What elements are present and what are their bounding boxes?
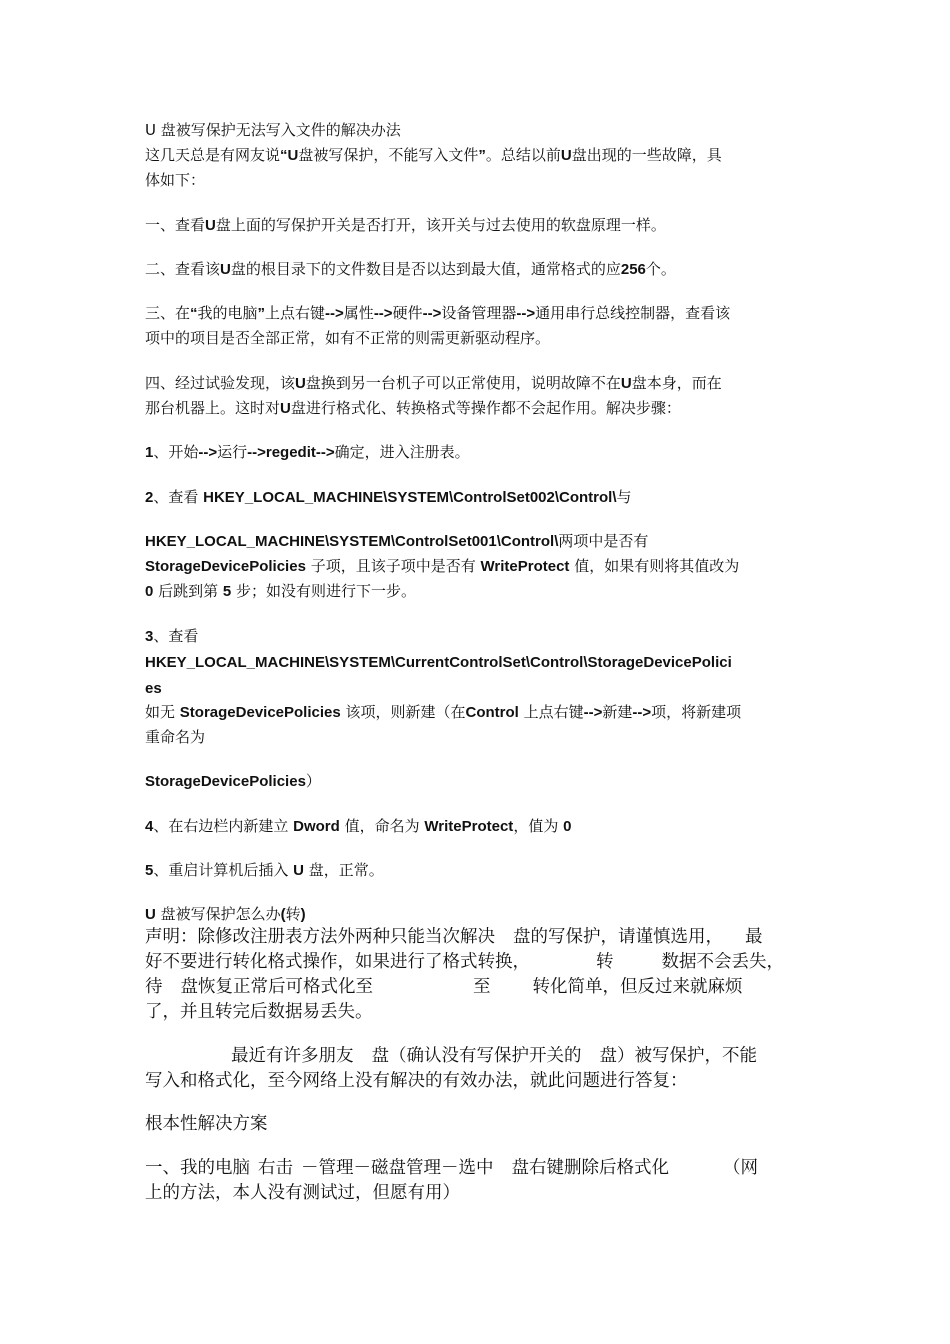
intro-line-2: 体如下： bbox=[145, 171, 206, 189]
step-3-registry-path: HKEY_LOCAL_MACHINE\SYSTEM\CurrentControlSet\Control\StorageDevicePolici bbox=[145, 654, 732, 671]
point-4-line-2: 那台机器上。这时对U盘进行格式化、转换格式等操作都不会起作用。解决步骤： bbox=[145, 399, 681, 417]
sub-title: U 盘被写保护怎么办(转) bbox=[145, 905, 306, 923]
point-3-line-1: 三、在“我的电脑”上点右键-->属性-->硬件-->设备管理器-->通用串行总线控制器，查看该 bbox=[145, 304, 731, 322]
point-1: 一、查看U盘上面的写保护开关是否打开，该开关与过去使用的软盘原理一样。 bbox=[145, 216, 666, 234]
step-1: 1、开始-->运行-->regedit-->确定，进入注册表。 bbox=[145, 443, 470, 461]
declaration-line-2: 好不要进行转化格式操作，如果进行了格式转换， 转 数据不会丢失， bbox=[145, 952, 784, 972]
step-5: 5、重启计算机后插入 U 盘，正常。 bbox=[145, 861, 384, 879]
step-3-line-4: 如无 StorageDevicePolicies 该项，则新建（在Control 上点右键-->新建-->项，将新建项 bbox=[145, 703, 742, 721]
step-4: 4、在右边栏内新建立 Dword 值，命名为 WriteProtect，值为 0 bbox=[145, 817, 572, 835]
step-2-line-3: StorageDevicePolicies 子项，且该子项中是否有 WriteProtect 值，如果有则将其值改为 bbox=[145, 557, 740, 575]
root-solution-heading: 根本性解决方案 bbox=[145, 1114, 268, 1134]
step-2-line-4: 0 后跳到第 5 步；如没有则进行下一步。 bbox=[145, 582, 417, 600]
step-3-line-5: 重命名为 bbox=[145, 728, 206, 746]
step-3-registry-path-end: es bbox=[145, 680, 162, 697]
recent-line-2: 写入和格式化，至今网络上没有解决的有效办法，就此问题进行答复： bbox=[145, 1071, 688, 1091]
step-2-line-1: 2、查看 HKEY_LOCAL_MACHINE\SYSTEM\ControlSet002\Control\与 bbox=[145, 488, 632, 506]
recent-line-1: 最近有许多朋友 盘（确认没有写保护开关的 盘）被写保护，不能 bbox=[231, 1046, 757, 1066]
intro-line-1: 这几天总是有网友说“U盘被写保护，不能写入文件”。总结以前U盘出现的一些故障，具 bbox=[145, 146, 722, 164]
declaration-line-4: 了，并且转完后数据易丢失。 bbox=[145, 1002, 373, 1022]
declaration-line-3: 待 盘恢复正常后可格式化至 至 转化简单，但反过来就麻烦 bbox=[145, 977, 743, 997]
point-3-line-2: 项中的项目是否全部正常，如有不正常的则需更新驱动程序。 bbox=[145, 329, 551, 347]
point-4-line-1: 四、经过试验发现，该U盘换到另一台机子可以正常使用，说明故障不在U盘本身，而在 bbox=[145, 374, 722, 392]
point-2: 二、查看该U盘的根目录下的文件数目是否以达到最大值，通常格式的应256个。 bbox=[145, 260, 676, 278]
method-1-line-1: 一、我的电脑 右击 －管理－磁盘管理－选中 盘右键删除后格式化 （网 bbox=[145, 1158, 758, 1178]
step-2-line-2: HKEY_LOCAL_MACHINE\SYSTEM\ControlSet001\Control\两项中是否有 bbox=[145, 532, 649, 550]
method-1-line-2: 上的方法，本人没有测试过，但愿有用） bbox=[145, 1183, 460, 1203]
declaration-line-1: 声明：除修改注册表方法外两种只能当次解决 盘的写保护，请谨慎选用， 最 bbox=[145, 927, 763, 947]
step-3-line-6: StorageDevicePolicies） bbox=[145, 772, 321, 790]
doc-title: U 盘被写保护无法写入文件的解决办法 bbox=[145, 121, 401, 139]
step-3-line-1: 3、查看 bbox=[145, 627, 199, 645]
